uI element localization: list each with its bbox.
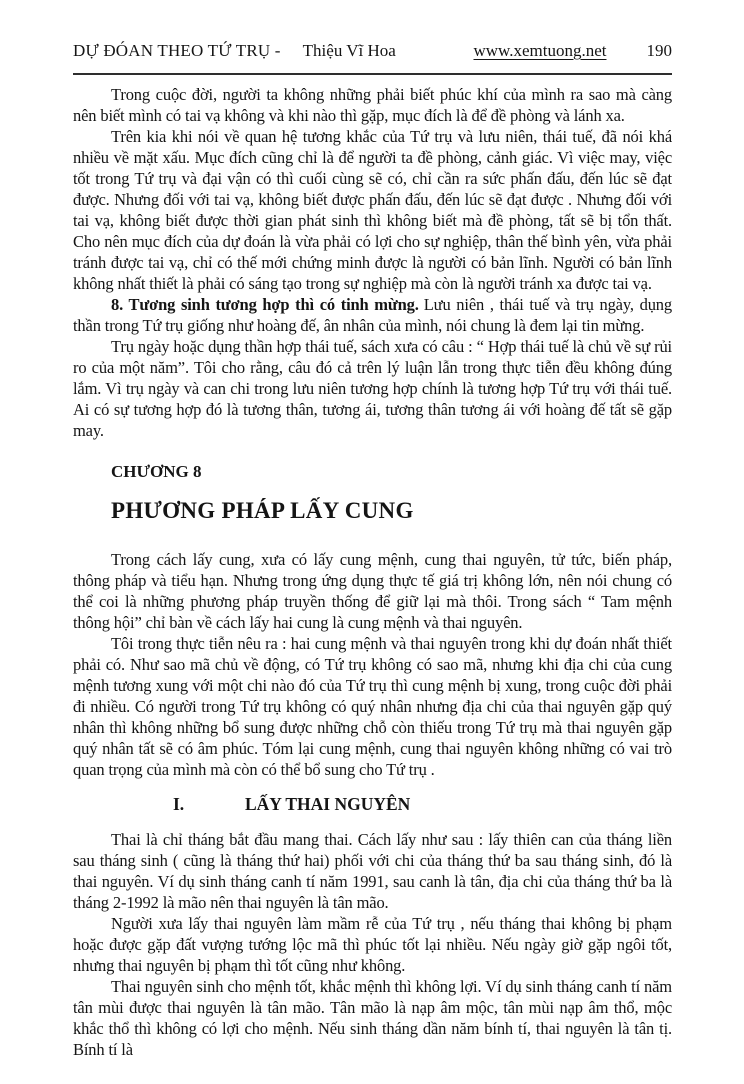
- paragraph-thai-nguyen-2: Người xưa lấy thai nguyên làm mầm rễ của Tứ trụ , nếu tháng thai không bị phạm hoặc được gặp đất vượng tướng lộc mã thì phúc tốt lại nhiều. Nếu ngày giờ gặp ngôi tốt, nhưng thai nguyên bị phạm thì tốt cũng như không.: [73, 914, 672, 975]
- page-body: [73, 84, 672, 1060]
- paragraph-text: Lưu niên , thái tuế và trụ ngày, dụng thần trong Tứ trụ giống như hoàng đế, ân nhân của mình, nói chung là đem lại tin mừng.: [73, 295, 672, 335]
- section-title: LẤY THAI NGUYÊN: [245, 794, 411, 814]
- paragraph-thai-nguyen-1: Thai là chỉ tháng bắt đầu mang thai. Cách lấy như sau : lấy thiên can của tháng liền sau tháng sinh ( cũng là tháng thứ hai) phối với chi của tháng thứ ba sau tháng sinh, đó là thai nguyên. Ví dụ sinh tháng canh tí năm 1991, sau canh là tân, địa chi của tháng thứ ba là tháng 2-1992 là mão nên thai nguyên là tân mão.: [73, 830, 672, 912]
- paragraph-thai-tue: Trụ ngày hoặc dụng thần hợp thái tuế, sách xưa có câu : “ Hợp thái tuế là chủ về sự rủi ro của một năm”. Tôi cho rằng, câu đó cả trên lý luận lẫn trong thực tiễn đều không đúng lắm. Vì trụ ngày và can chi trong lưu niên tương hợp chính là tương hợp Tứ trụ với thái tuế. Ai có sự tương hợp đó là tương thân, tương ái, tương thân tương ái với hoàng đế tất sẽ gặp may.: [73, 337, 672, 440]
- page-header: [73, 40, 672, 61]
- book-title: DỰ ĐÓAN THEO TỨ TRỤ -: [73, 41, 281, 60]
- section-number: I.: [173, 794, 185, 814]
- bold-lead-tin-mung: 8. Tương sinh tương hợp thì có tinh mừng.: [111, 295, 419, 314]
- header-divider: [73, 73, 672, 75]
- page-number: 190: [646, 41, 672, 60]
- chapter-title-heading: PHƯƠNG PHÁP LẤY CUNG: [111, 498, 414, 523]
- paragraph-thai-nguyen-3: Thai nguyên sinh cho mệnh tốt, khắc mệnh thì không lợi. Ví dụ sinh tháng canh tí năm tân mùi được thai nguyên là tân mão. Tân mão là nạp âm mộc, tân mùi nạp âm thổ, mộc khắc thổ thì không có lợi cho mệnh. Nếu sinh tháng dần năm bính tí, thai nguyên là tân tị. Bính tí là: [73, 977, 672, 1059]
- paragraph-tuong-khac: Trên kia khi nói về quan hệ tương khắc của Tứ trụ và lưu niên, thái tuế, đã nói khá nhiều về mặt xấu. Mục đích cũng chỉ là để người ta đề phòng, cảnh giác. Vì việc may, việc tốt trong Tứ trụ và đại vận có thì cuối cùng sẽ có, chỉ cần ra sức phấn đấu, đến lúc sẽ đạt được. Nhưng đối với tai vạ, không biết được phấn đấu, đến lúc sẽ đạt được . Nhưng đối với tai vạ, không biết được thời gian phát sinh thì không biết mà đề phòng, tất sẽ bị tổn thất. Cho nên mục đích của dự đoán là vừa phải có lợi cho sự nghiệp, thân thế bình yên, vừa phải tránh được tai vạ, chỉ có thế mới chứng minh được là người có bản lĩnh. Người có bản lĩnh không nhất thiết là phải có sáng tạo trong sự nghiệp mà còn là người tránh xa được tai vạ.: [73, 127, 672, 293]
- paragraph-intro: Trong cuộc đời, người ta không những phải biết phúc khí của mình ra sao mà càng nên biết mình có tai vạ không và khi nào thì gặp, mục đích là để đề phòng và lánh xa.: [73, 85, 672, 125]
- website-link[interactable]: www.xemtuong.net: [473, 41, 607, 60]
- chapter-number-heading: CHƯƠNG 8: [111, 462, 202, 481]
- paragraph-lay-cung-1: Trong cách lấy cung, xưa có lấy cung mệnh, cung thai nguyên, tử tức, biến pháp, thông pháp và tiểu hạn. Nhưng trong ứng dụng thực tế giá trị không lớn, nên nói chung có thể coi là những phương pháp truyền thống để giữ lại mà thôi. Trong sách “ Tam mệnh thông hội” chỉ bàn về cách lấy hai cung là cung mệnh và thai nguyên.: [73, 550, 672, 632]
- paragraph-lay-cung-2: Tôi trong thực tiễn nêu ra : hai cung mệnh và thai nguyên trong khi dự đoán nhất thiết phải có. Như sao mã chủ về động, có Tứ trụ không có sao mã, nhưng khi địa chi của cung mệnh tương xung với một chi nào đó của Tứ trụ thì cung mệnh bị xung, trong cuộc đời phải đi nhiều. Có người trong Tứ trụ không có quý nhân nhưng địa chi của thai nguyên gặp quý nhân thì không những bổ sung được những chỗ còn thiếu trong Tứ trụ mà thai nguyên gặp quý nhân tất sẽ có âm phúc. Tóm lại cung mệnh, cung thai nguyên không những có vai trò quan trọng của mình mà còn có thể bổ sung cho Tứ trụ .: [73, 634, 672, 779]
- paragraph-tuong-sinh: [73, 294, 672, 336]
- author-name: Thiệu Vĩ Hoa: [302, 41, 396, 60]
- section-heading-lay-thai-nguyen: [73, 793, 672, 815]
